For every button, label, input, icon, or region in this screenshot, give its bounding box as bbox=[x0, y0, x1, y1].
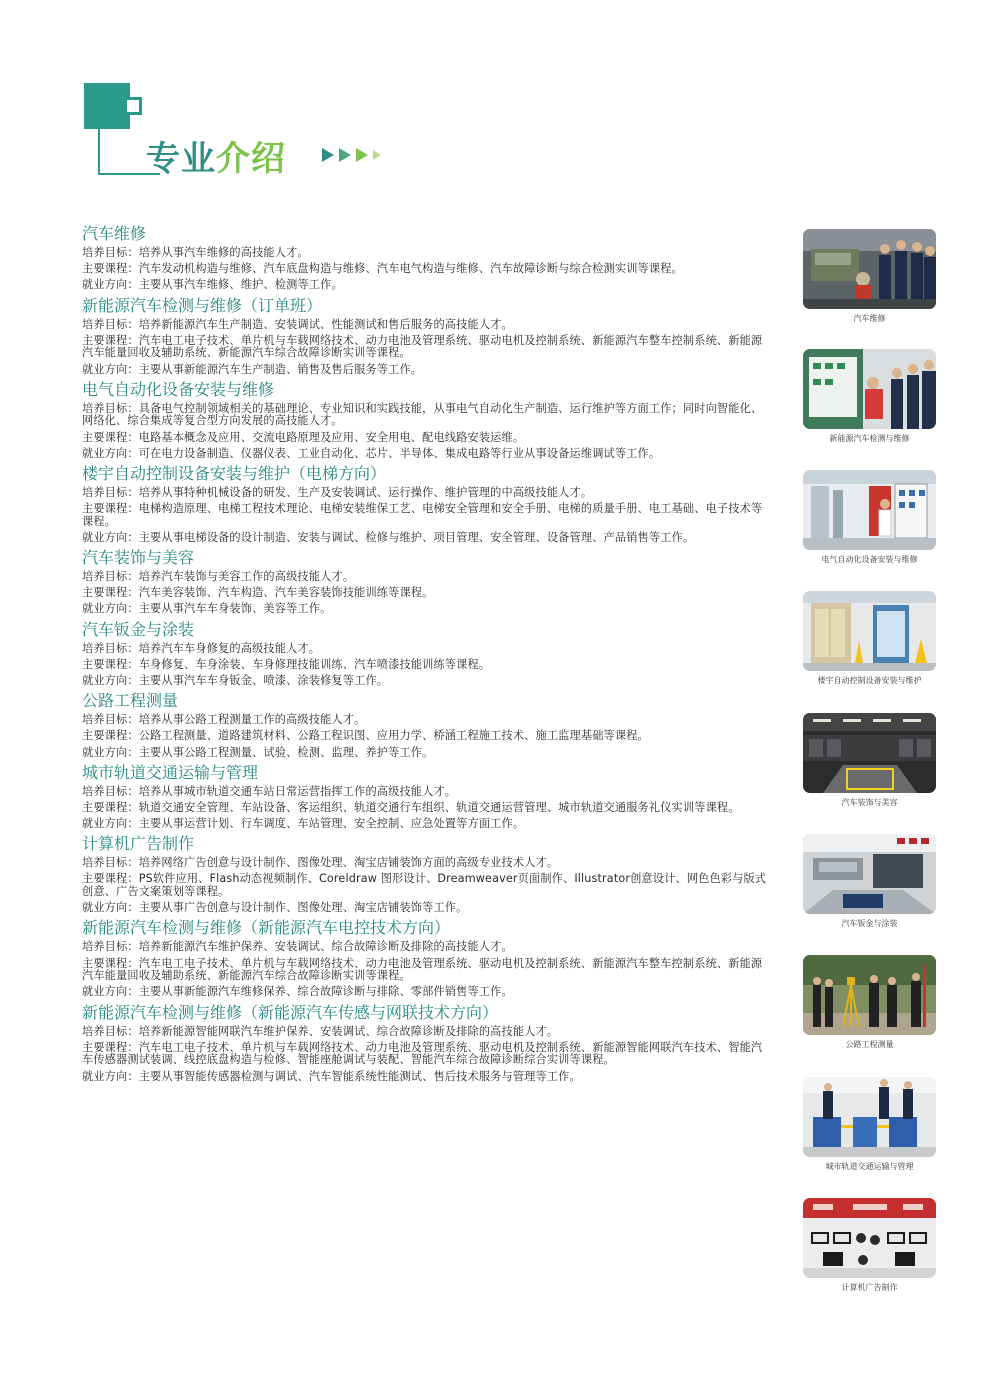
program-section bbox=[82, 224, 770, 292]
photo-caption: 汽车维修 bbox=[853, 314, 886, 323]
program-section bbox=[82, 834, 770, 915]
main-courses: 主要课程：汽车电工电子技术、单片机与车载网络技术、动力电池及管理系统、驱动电机及控制系统、新能源汽车整车控制系统、新能源汽车能量回收及辅助系统、新能源汽车综合故障诊断实训等课程。 bbox=[82, 956, 763, 983]
program-section bbox=[82, 620, 770, 688]
main-courses: 主要课程：汽车美容装饰、汽车构造、汽车美容装饰技能训练等课程。 bbox=[82, 586, 434, 600]
photo-caption: 新能源汽车检测与维修 bbox=[829, 434, 910, 443]
program-title: 城市轨道交通运输与管理 bbox=[82, 762, 259, 782]
career-direction: 就业方向：可在电力设备制造、仪器仪表、工业自动化、芯片、半导体、集成电路等行业从事设备运维调试等工作。 bbox=[82, 446, 661, 460]
photo-caption: 汽车装饰与美容 bbox=[841, 798, 898, 807]
program-photo-item bbox=[803, 591, 936, 686]
photo-caption: 公路工程测量 bbox=[845, 1040, 894, 1049]
training-goal: 培养目标：培养新能源智能网联汽车维护保养、安装调试、综合故障诊断及排除的高技能人才。 bbox=[82, 1024, 559, 1038]
training-goal: 培养目标：培养新能源汽车生产制造、安装调试、性能测试和售后服务的高技能人才。 bbox=[82, 317, 513, 331]
program-photo-item bbox=[803, 1077, 936, 1172]
program-photo-item bbox=[803, 349, 936, 444]
program-photo-item bbox=[803, 834, 936, 929]
program-photo bbox=[803, 349, 936, 429]
main-courses: 主要课程：电梯构造原理、电梯工程技术理论、电梯安装维保工艺、电梯安全管理和安全手册、电梯的质量手册、电工基础、电子技术等课程。 bbox=[82, 502, 763, 528]
program-photo-item bbox=[803, 713, 936, 808]
career-direction: 就业方向：主要从事广告创意与设计制作、图像处理、淘宝店铺装饰等工作。 bbox=[82, 901, 468, 915]
program-photo bbox=[803, 591, 936, 671]
program-photo bbox=[803, 955, 936, 1035]
main-courses: 主要课程：汽车电工电子技术、单片机与车载网络技术、动力电池及管理系统、驱动电机及控制系统、新能源汽车整车控制系统、新能源汽车能量回收及辅助系统、新能源汽车综合故障诊断实训等课程。 bbox=[82, 333, 763, 360]
program-title: 汽车钣金与涂装 bbox=[82, 619, 195, 639]
page-title-part1: 专业 bbox=[146, 139, 216, 179]
main-courses: 主要课程：电路基本概念及应用、交流电路原理及应用、安全用电、配电线路安装运维。 bbox=[82, 430, 525, 444]
career-direction: 就业方向：主要从事汽车维修、维护、检测等工作。 bbox=[82, 278, 343, 292]
training-goal: 培养目标：培养从事特种机械设备的研发、生产及安装调试、运行操作、维护管理的中高级技能人才。 bbox=[82, 485, 593, 499]
photo-caption: 计算机广告制作 bbox=[841, 1283, 898, 1292]
program-title: 汽车装饰与美容 bbox=[82, 548, 195, 568]
program-title: 新能源汽车检测与维修（新能源汽车传感与网联技术方向） bbox=[82, 1002, 499, 1022]
career-direction: 就业方向：主要从事新能源汽车维修保养、综合故障诊断与排除、零部件销售等工作。 bbox=[82, 985, 513, 999]
training-goal: 培养目标：培养从事公路工程测量工作的高级技能人才。 bbox=[82, 713, 366, 727]
photo-caption: 城市轨道交通运输与管理 bbox=[825, 1162, 914, 1171]
program-title: 楼宇自动控制设备安装与维护（电梯方向） bbox=[82, 463, 387, 483]
program-title: 计算机广告制作 bbox=[82, 834, 195, 854]
career-direction: 就业方向：主要从事运营计划、行车调度、车站管理、安全控制、应急处置等方面工作。 bbox=[82, 817, 525, 831]
photo-caption: 楼宇自动控制设备安装与维护 bbox=[817, 676, 922, 685]
main-courses: 主要课程：PS软件应用、Flash动态视频制作、Coreldraw 图形设计、Dreamweaver页面制作、Illustrator创意设计、网色色彩与版式创意、广告文案策划等课程。 bbox=[82, 872, 767, 899]
training-goal: 培养目标：具备电气控制领域相关的基础理论、专业知识和实践技能，从事电气自动化生产制造、运行维护等方面工作；同时向智能化、网络化、综合集成等复合型方向发展的高技能人才。 bbox=[82, 401, 763, 428]
program-photo bbox=[803, 834, 936, 914]
career-direction: 就业方向：主要从事智能传感器检测与调试、汽车智能系统性能测试、售后技术服务与管理等工作。 bbox=[82, 1069, 581, 1083]
program-section bbox=[82, 691, 770, 759]
photo-caption: 汽车钣金与涂装 bbox=[841, 919, 898, 928]
training-goal: 培养目标：培养从事汽车维修的高技能人才。 bbox=[82, 246, 309, 259]
program-section bbox=[82, 548, 770, 616]
career-direction: 就业方向：主要从事新能源汽车生产制造、销售及售后服务等工作。 bbox=[82, 362, 423, 376]
program-section bbox=[82, 763, 770, 831]
program-photo bbox=[803, 229, 936, 309]
program-section bbox=[82, 1003, 770, 1084]
program-title: 新能源汽车检测与维修（订单班） bbox=[82, 295, 323, 315]
training-goal: 培养目标：培养从事城市轨道交通车站日常运营指挥工作的高级技能人才。 bbox=[82, 784, 457, 798]
career-direction: 就业方向：主要从事汽车车身钣金、喷漆、涂装修复等工作。 bbox=[82, 673, 389, 687]
training-goal: 培养目标：培养新能源汽车维护保养、安装调试、综合故障诊断及排除的高技能人才。 bbox=[82, 940, 513, 954]
training-goal: 培养目标：培养汽车车身修复的高级技能人才。 bbox=[82, 641, 321, 655]
program-title: 电气自动化设备安装与维修 bbox=[82, 379, 275, 399]
header-decoration-vline bbox=[98, 129, 100, 175]
program-title: 汽车维修 bbox=[82, 224, 147, 243]
photo-caption: 电气自动化设备安装与维修 bbox=[821, 555, 918, 564]
program-section bbox=[82, 296, 770, 377]
header-decoration-small-square bbox=[124, 97, 142, 115]
program-list bbox=[82, 224, 770, 1087]
program-photo-item bbox=[803, 470, 936, 565]
program-photo-item bbox=[803, 955, 936, 1050]
main-courses: 主要课程：轨道交通安全管理、车站设备、客运组织、轨道交通行车组织、轨道交通运营管理、城市轨道交通服务礼仪实训等课程。 bbox=[82, 800, 740, 814]
training-goal: 培养目标：培养汽车装饰与美容工作的高级技能人才。 bbox=[82, 570, 355, 584]
training-goal: 培养目标：培养网络广告创意与设计制作、图像处理、淘宝店铺装饰方面的高级专业技术人才。 bbox=[82, 856, 559, 870]
program-photo bbox=[803, 1077, 936, 1157]
program-photo-item bbox=[803, 1198, 936, 1293]
page-title-part2: 介绍 bbox=[216, 139, 286, 179]
main-courses: 主要课程：汽车电工电子技术、单片机与车载网络技术、动力电池及管理系统、驱动电机及控制系统、新能源智能网联汽车技术、智能汽车传感器测试装调、线控底盘构造与检修、智能座舱调试与装配、智能汽车综合故障诊断综合实训等课程。 bbox=[82, 1040, 763, 1067]
program-section bbox=[82, 464, 770, 545]
career-direction: 就业方向：主要从事汽车车身装饰、美容等工作。 bbox=[82, 602, 332, 616]
program-section bbox=[82, 918, 770, 999]
program-photo-item bbox=[803, 229, 936, 324]
career-direction: 就业方向：主要从事公路工程测量、试验、检测、监理、养护等工作。 bbox=[82, 745, 434, 759]
triple-arrow-icon bbox=[322, 146, 382, 164]
program-title: 新能源汽车检测与维修（新能源汽车电控技术方向） bbox=[82, 918, 451, 938]
program-section bbox=[82, 380, 770, 461]
main-courses: 主要课程：公路工程测量、道路建筑材料、公路工程识图、应用力学、桥涵工程施工技术、施工监理基础等课程。 bbox=[82, 729, 649, 743]
main-courses: 主要课程：车身修复、车身涂装、车身修理技能训练、汽车喷漆技能训练等课程。 bbox=[82, 657, 491, 671]
program-title: 公路工程测量 bbox=[82, 691, 179, 711]
page-title bbox=[146, 131, 286, 180]
career-direction: 就业方向：主要从事电梯设备的设计制造、安装与调试、检修与维护、项目管理、安全管理、设备管理、产品销售等工作。 bbox=[82, 530, 695, 544]
main-courses: 主要课程：汽车发动机构造与维修、汽车底盘构造与维修、汽车电气构造与维修、汽车故障诊断与综合检测实训等课程。 bbox=[82, 262, 683, 276]
program-photo bbox=[803, 713, 936, 793]
program-photo bbox=[803, 470, 936, 550]
program-photo bbox=[803, 1198, 936, 1278]
